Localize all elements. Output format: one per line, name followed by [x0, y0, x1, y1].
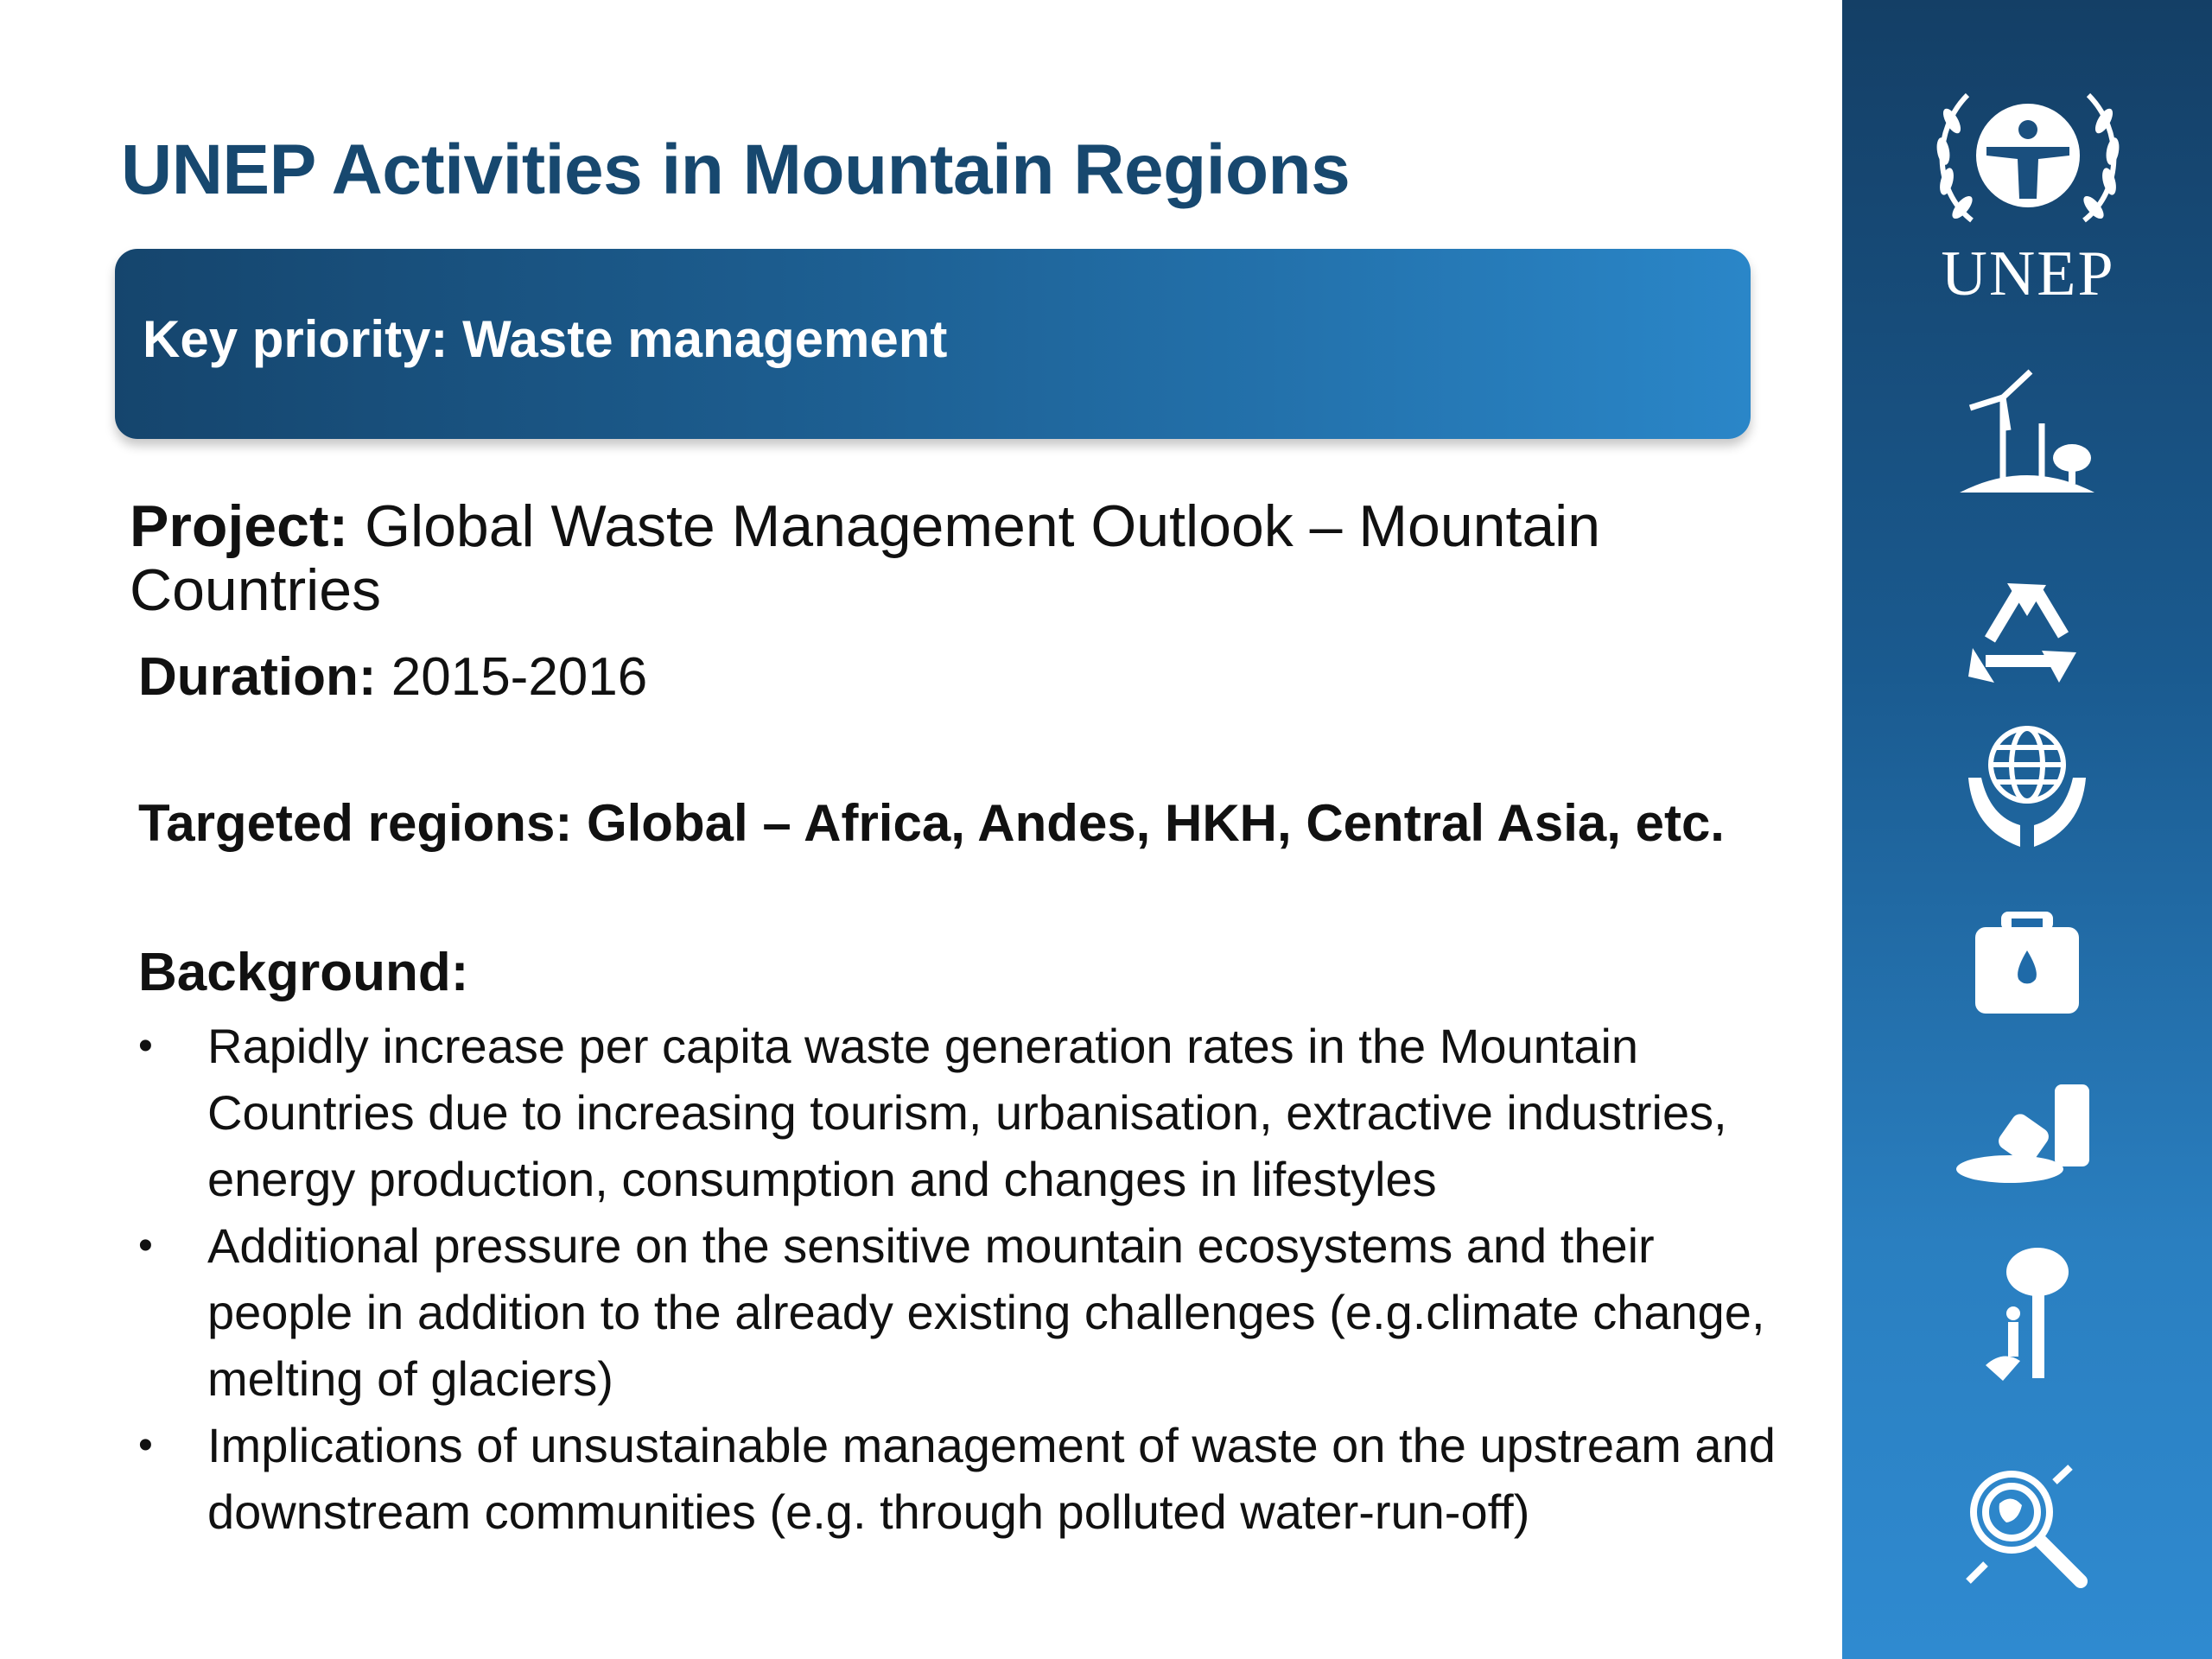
laurel-emblem-icon — [1924, 69, 2132, 242]
priority-banner — [115, 249, 1751, 439]
sidebar — [1842, 0, 2212, 1659]
priority-banner-text: Key priority: Waste management — [143, 310, 948, 368]
project-line — [130, 494, 1771, 622]
tree-person-icon — [1951, 1244, 2103, 1382]
bullet-icon: • — [138, 1422, 153, 1468]
list-item-text: Rapidly increase per capita waste generation rates in the Mountain Countries due to increasing tourism, urbanisation, extractive industries, energy production, consumption and changes in lifestyles — [207, 1019, 1727, 1206]
bullet-icon: • — [138, 1023, 153, 1069]
wind-turbine-icon — [1951, 363, 2103, 501]
background-heading: Background: — [138, 943, 469, 1002]
list-item-text: Implications of unsustainable management of waste on the upstream and downstream communities (e.g. through polluted water-run-off) — [207, 1418, 1776, 1539]
list-item — [138, 1412, 1780, 1545]
water-case-icon — [1951, 894, 2103, 1033]
list-item-text: Additional pressure on the sensitive mountain ecosystems and their people in addition to the already existing challenges (e.g.climate change, melting of glaciers) — [207, 1218, 1765, 1406]
duration-label: Duration: — [138, 647, 377, 707]
list-item — [138, 1212, 1780, 1412]
bullet-icon: • — [138, 1223, 153, 1268]
recycle-icon — [1951, 566, 2103, 704]
targeted-regions: Targeted regions: Global – Africa, Andes, HKH, Central Asia, etc. — [138, 794, 1725, 852]
magnifier-globe-icon — [1951, 1460, 2103, 1599]
duration-value: 2015-2016 — [376, 647, 648, 707]
globe-hands-icon — [1951, 717, 2103, 855]
unep-logo — [1924, 69, 2132, 311]
project-label: Project: — [130, 493, 349, 559]
project-value: Global Waste Management Outlook – Mountain Countries — [130, 493, 1601, 623]
spill-icon — [1951, 1067, 2103, 1205]
background-list — [138, 1013, 1780, 1545]
logo-text: UNEP — [1941, 238, 2115, 309]
list-item — [138, 1013, 1780, 1212]
slide-title: UNEP Activities in Mountain Regions — [121, 130, 1351, 209]
duration-line — [138, 646, 647, 708]
